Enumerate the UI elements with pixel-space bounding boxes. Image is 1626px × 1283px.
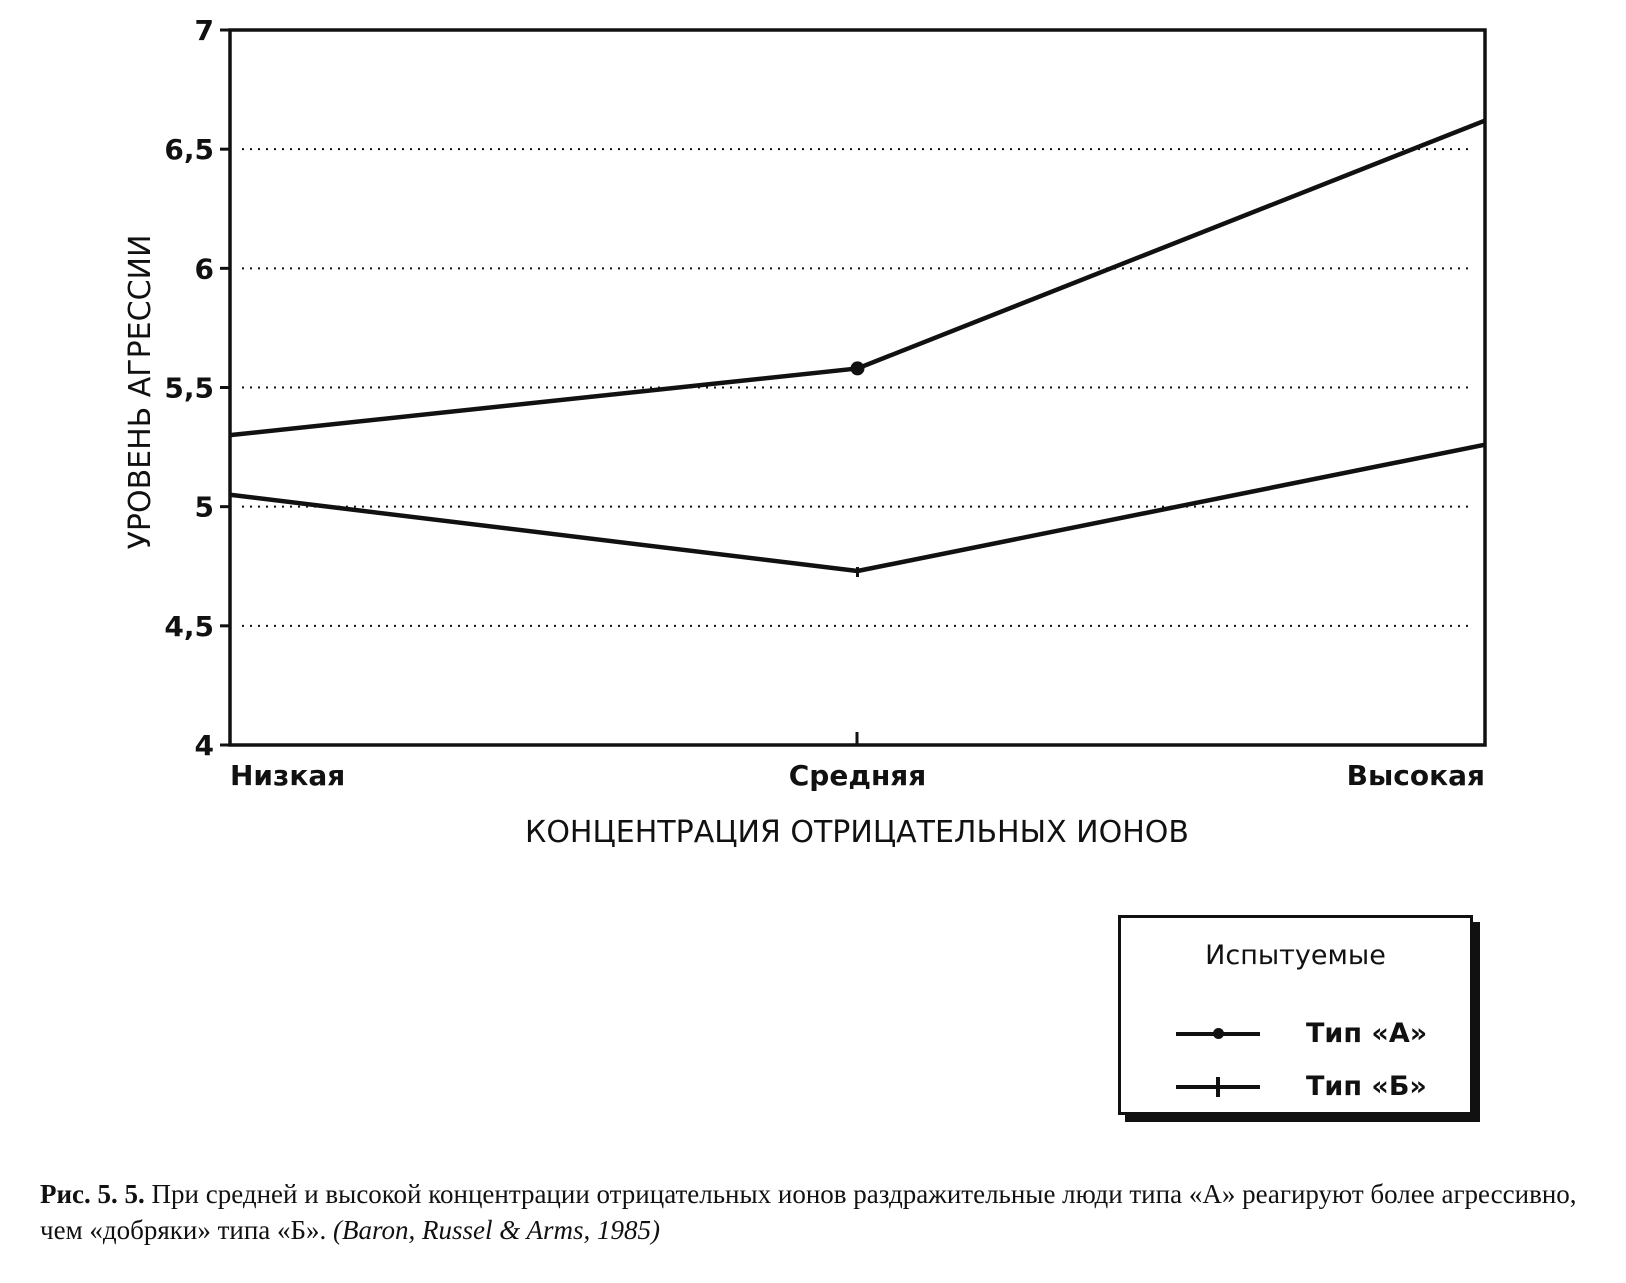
legend bbox=[1118, 915, 1473, 1115]
dot-marker-icon bbox=[1213, 1028, 1224, 1039]
y-tick-label: 5,5 bbox=[164, 371, 214, 405]
x-tick-label: Средняя bbox=[788, 759, 927, 792]
y-tick-label: 5 bbox=[194, 490, 214, 524]
x-tick-label: Низкая bbox=[230, 759, 346, 792]
legend-title: Испытуемые bbox=[1205, 940, 1386, 971]
y-tick-label: 6 bbox=[194, 252, 214, 286]
series-lines bbox=[230, 121, 1485, 577]
x-axis-label: КОНЦЕНТРАЦИЯ ОТРИЦАТЕЛЬНЫХ ИОНОВ bbox=[525, 815, 1189, 850]
y-tick-label: 4 bbox=[194, 729, 214, 762]
legend-item-type-b bbox=[1176, 1071, 1456, 1101]
figure-caption bbox=[40, 1176, 1600, 1248]
legend-item-type-a bbox=[1176, 1018, 1456, 1048]
series-line-type-b bbox=[230, 445, 1485, 571]
data-point-dot bbox=[851, 361, 865, 375]
y-tick-label: 7 bbox=[194, 14, 214, 47]
y-tick-labels bbox=[164, 14, 214, 762]
caption-label: Рис. 5. 5. bbox=[40, 1179, 145, 1209]
y-tick-label: 4,5 bbox=[164, 609, 214, 643]
legend-label-type-b: Тип «Б» bbox=[1306, 1071, 1427, 1102]
x-tick-label: Высокая bbox=[1346, 759, 1485, 792]
legend-label-type-a: Тип «А» bbox=[1306, 1018, 1428, 1049]
x-tick-labels bbox=[230, 759, 1485, 792]
y-tick-label: 6,5 bbox=[164, 133, 214, 167]
y-axis-label: УРОВЕНЬ АГРЕССИИ bbox=[123, 234, 158, 550]
caption-text: При средней и высокой концентрации отрицательных ионов раздражительные люди типа «А» реагируют более агрессивно, чем «добряки» типа «Б». bbox=[40, 1179, 1577, 1245]
caption-citation: (Baron, Russel & Arms, 1985) bbox=[333, 1215, 661, 1245]
tick-marker-icon bbox=[1216, 1077, 1220, 1097]
gridlines bbox=[220, 30, 1473, 745]
